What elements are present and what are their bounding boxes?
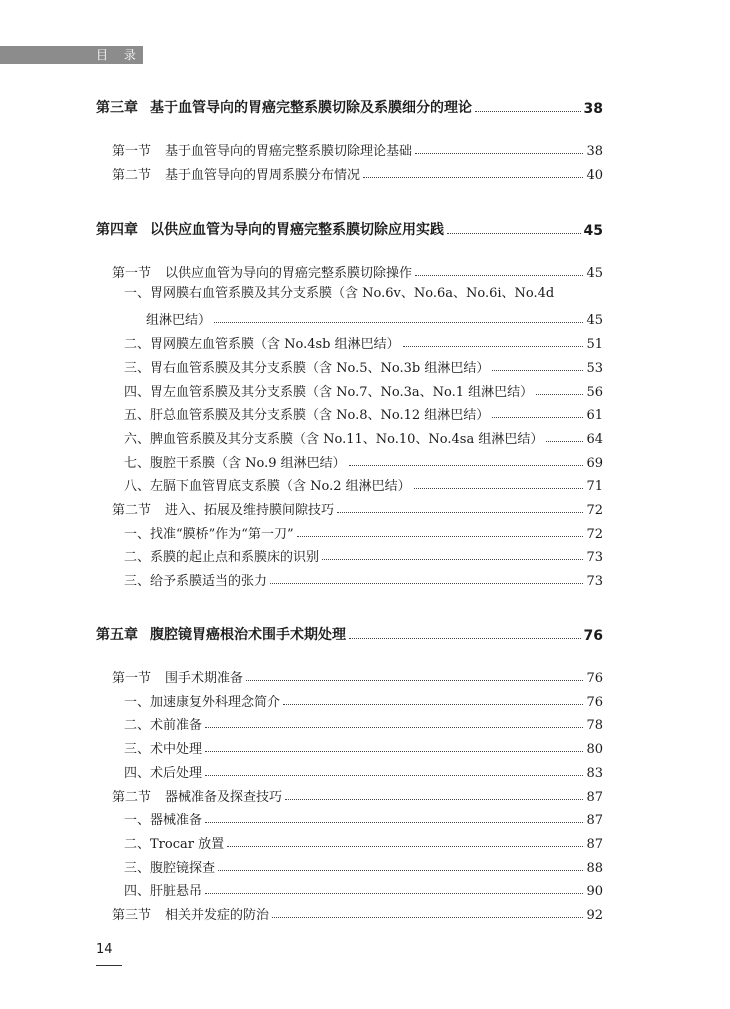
item-entry xyxy=(124,378,603,400)
chapter-title: 以供应血管为导向的胃癌完整系膜切除应用实践 xyxy=(150,222,444,238)
page-ref: 64 xyxy=(586,431,603,447)
item-label xyxy=(124,762,202,781)
page-ref: 73 xyxy=(586,574,603,590)
item-title: 四、术后处理 xyxy=(124,765,203,781)
section-number: 第二节 xyxy=(112,167,152,183)
page-ref: 45 xyxy=(586,313,603,329)
section-entry xyxy=(112,161,603,183)
page-ref: 87 xyxy=(586,836,603,852)
dot-leader xyxy=(337,512,583,513)
item-entry xyxy=(124,567,603,589)
section-title: 围手术期准备 xyxy=(165,671,244,686)
item-label xyxy=(124,857,215,876)
section-number: 第一节 xyxy=(112,671,152,686)
item-title: 四、胃左血管系膜及其分支系膜（含 No.7、No.3a、No.1 组淋巴结） xyxy=(124,384,534,400)
page-ref: 51 xyxy=(586,337,603,353)
item-label xyxy=(124,523,294,542)
section-entry xyxy=(112,259,603,281)
section-entry xyxy=(112,901,603,923)
item-label xyxy=(124,809,202,828)
dot-leader xyxy=(349,638,581,639)
dot-leader xyxy=(349,465,584,466)
section-label xyxy=(112,140,412,159)
page-ref: 87 xyxy=(586,813,603,829)
chapter-title: 基于血管导向的胃癌完整系膜切除及系膜细分的理论 xyxy=(150,100,472,116)
page-number: 14 xyxy=(96,942,113,957)
dot-leader xyxy=(492,417,583,418)
dot-leader xyxy=(205,893,583,894)
item-label xyxy=(124,357,489,376)
item-title: 一、器械准备 xyxy=(124,813,203,829)
dot-leader xyxy=(475,111,581,112)
dot-leader xyxy=(205,822,583,823)
item-title: 一、加速康复外科理念简介 xyxy=(124,694,281,710)
item-label xyxy=(146,309,211,328)
dot-leader xyxy=(492,370,583,371)
item-entry xyxy=(124,877,603,899)
section-number: 第一节 xyxy=(112,266,152,281)
dot-leader xyxy=(363,177,583,178)
dot-leader xyxy=(246,680,583,681)
page-ref: 71 xyxy=(586,479,603,495)
dot-leader xyxy=(205,727,583,728)
item-entry xyxy=(124,830,603,852)
item-title: 七、腹腔干系膜（含 No.9 组淋巴结） xyxy=(124,455,346,471)
item-title: 一、找准“膜桥”作为“第一刀” xyxy=(124,526,294,542)
dot-leader xyxy=(214,322,583,323)
page-number-rule xyxy=(96,965,122,966)
page-ref: 76 xyxy=(586,671,603,686)
chapter-number: 第三章 xyxy=(96,100,138,116)
page-ref: 76 xyxy=(583,628,603,644)
chapter-label xyxy=(96,219,444,239)
item-title: 三、腹腔镜探查 xyxy=(124,860,216,876)
chapter-label xyxy=(96,624,346,644)
section-entry xyxy=(112,783,603,805)
dot-leader xyxy=(227,846,583,847)
item-label xyxy=(124,738,202,757)
item-label xyxy=(124,452,346,471)
chapter-entry xyxy=(96,217,603,239)
item-entry xyxy=(124,354,603,376)
chapter-label xyxy=(96,97,472,117)
page-ref: 88 xyxy=(586,860,603,876)
item-title: 三、给予系膜适当的张力 xyxy=(124,574,268,590)
dot-leader xyxy=(285,799,583,800)
section-title: 器械准备及探查技巧 xyxy=(165,789,283,805)
page-ref: 61 xyxy=(586,408,603,424)
page-ref: 72 xyxy=(586,526,603,542)
section-label xyxy=(112,164,360,183)
section-label xyxy=(112,262,412,281)
item-entry-first-line: 一、胃网膜右血管系膜及其分支系膜（含 No.6v、No.6a、No.6i、No.4d xyxy=(124,285,555,301)
page-ref: 83 xyxy=(586,765,603,781)
dot-leader xyxy=(415,153,583,154)
item-title: 二、胃网膜左血管系膜（含 No.4sb 组淋巴结） xyxy=(124,337,400,353)
item-entry xyxy=(124,759,603,781)
item-entry xyxy=(124,520,603,542)
item-entry xyxy=(124,449,603,471)
section-entry xyxy=(112,137,603,159)
page-ref: 73 xyxy=(586,550,603,566)
item-label xyxy=(124,691,280,710)
section-label xyxy=(112,904,269,923)
page-ref: 72 xyxy=(586,503,603,518)
page-ref: 78 xyxy=(586,718,603,734)
page-ref: 69 xyxy=(586,455,603,471)
item-entry xyxy=(124,688,603,710)
item-label xyxy=(124,714,202,733)
section-title: 基于血管导向的胃癌完整系膜切除理论基础 xyxy=(165,144,413,159)
page-ref: 92 xyxy=(586,908,603,923)
section-number: 第一节 xyxy=(112,144,152,159)
item-entry xyxy=(124,401,603,423)
section-entry xyxy=(112,496,603,518)
item-label xyxy=(124,333,400,352)
section-title: 进入、拓展及维持膜间隙技巧 xyxy=(165,503,335,518)
dot-leader xyxy=(414,488,584,489)
dot-leader xyxy=(403,346,584,347)
item-title: 八、左膈下血管胃底支系膜（含 No.2 组淋巴结） xyxy=(124,479,411,495)
item-label xyxy=(124,833,224,852)
item-title: 二、术前准备 xyxy=(124,718,203,734)
chapter-entry xyxy=(96,622,603,644)
item-title: 四、肝脏悬吊 xyxy=(124,884,203,900)
item-entry xyxy=(124,543,603,565)
dot-leader xyxy=(546,441,583,442)
item-title: 五、肝总血管系膜及其分支系膜（含 No.8、No.12 组淋巴结） xyxy=(124,408,490,424)
section-label xyxy=(112,786,282,805)
chapter-number: 第五章 xyxy=(96,627,138,643)
item-entry xyxy=(146,306,603,328)
page-ref: 76 xyxy=(586,694,603,710)
dot-leader xyxy=(283,704,583,705)
item-entry xyxy=(124,735,603,757)
item-entry xyxy=(124,472,603,494)
page-ref: 45 xyxy=(586,266,603,281)
dot-leader xyxy=(205,751,583,752)
dot-leader xyxy=(297,536,584,537)
page-ref: 56 xyxy=(586,384,603,400)
section-number: 第二节 xyxy=(112,789,152,805)
page-ref: 87 xyxy=(586,789,603,805)
item-entry xyxy=(124,711,603,733)
page-ref: 40 xyxy=(586,167,603,183)
header-title: 目 录 xyxy=(96,48,142,62)
dot-leader xyxy=(270,583,583,584)
item-entry xyxy=(124,330,603,352)
page-ref: 38 xyxy=(586,144,603,159)
dot-leader xyxy=(218,870,583,871)
dot-leader xyxy=(322,559,583,560)
section-number: 第三节 xyxy=(112,908,152,923)
item-title: 六、脾血管系膜及其分支系膜（含 No.11、No.10、No.4sa 组淋巴结） xyxy=(124,431,544,447)
chapter-number: 第四章 xyxy=(96,222,138,238)
item-title: 三、胃右血管系膜及其分支系膜（含 No.5、No.3b 组淋巴结） xyxy=(124,360,490,376)
page-ref: 80 xyxy=(586,742,603,758)
item-label xyxy=(124,880,202,899)
dot-leader xyxy=(536,394,583,395)
page-ref: 90 xyxy=(586,884,603,900)
dot-leader xyxy=(415,275,583,276)
section-entry xyxy=(112,664,603,686)
item-entry xyxy=(124,854,603,876)
item-entry xyxy=(124,425,603,447)
section-label xyxy=(112,499,334,518)
item-label xyxy=(124,570,267,589)
item-label xyxy=(124,404,489,423)
page-ref: 53 xyxy=(586,360,603,376)
item-label xyxy=(124,428,543,447)
section-title: 以供应血管为导向的胃癌完整系膜切除操作 xyxy=(165,266,413,281)
item-label xyxy=(124,546,319,565)
chapter-title: 腹腔镜胃癌根治术围手术期处理 xyxy=(150,627,346,643)
item-label xyxy=(124,381,533,400)
item-title: 三、术中处理 xyxy=(124,742,203,758)
item-title: 组淋巴结） xyxy=(146,313,212,329)
item-title: 二、Trocar 放置 xyxy=(124,836,225,852)
section-title: 基于血管导向的胃周系膜分布情况 xyxy=(165,167,361,183)
page-ref: 38 xyxy=(583,101,603,117)
dot-leader xyxy=(447,233,581,234)
dot-leader xyxy=(205,775,583,776)
section-title: 相关并发症的防治 xyxy=(165,908,270,923)
section-number: 第二节 xyxy=(112,503,152,518)
chapter-entry xyxy=(96,95,603,117)
item-label xyxy=(124,475,411,494)
item-entry xyxy=(124,806,603,828)
page-ref: 45 xyxy=(583,223,603,239)
section-label xyxy=(112,667,243,686)
dot-leader xyxy=(272,917,583,918)
item-title: 二、系膜的起止点和系膜床的识别 xyxy=(124,550,320,566)
